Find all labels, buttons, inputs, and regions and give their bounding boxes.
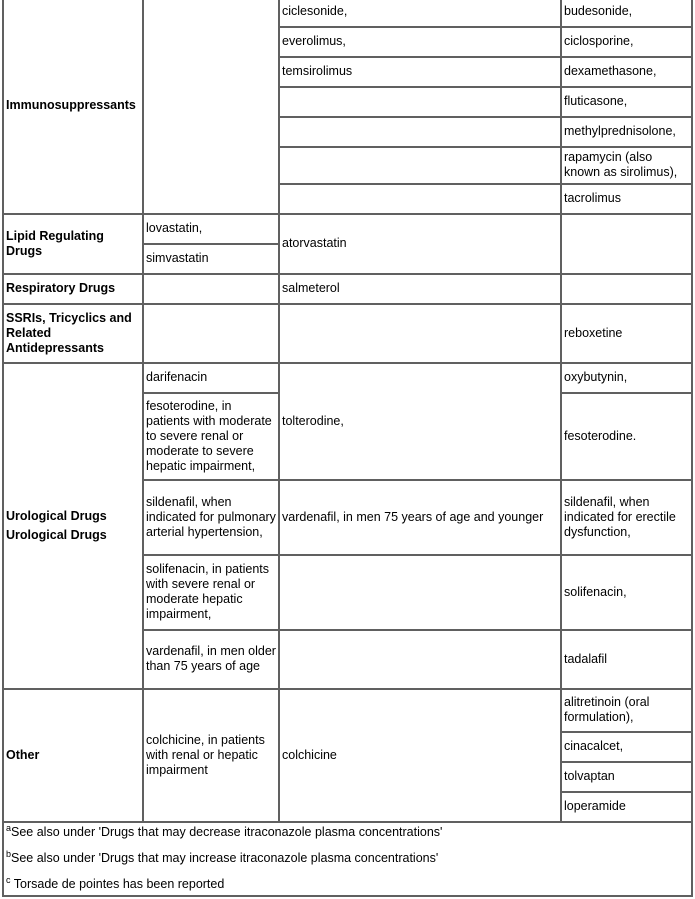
table-cell: fluticasone, <box>562 86 693 116</box>
category-urological-drugs-line: Urological Drugs <box>6 508 107 523</box>
table-cell: temsirolimus <box>280 56 562 86</box>
footnote-mark: b <box>6 849 12 859</box>
footnote-mark: a <box>6 823 12 833</box>
table-cell: colchicine <box>280 688 562 821</box>
table-cell-empty <box>144 0 280 213</box>
category-other: Other <box>4 688 144 821</box>
table-row <box>4 273 693 303</box>
table-cell: colchicine, in patients with renal or hepatic impairment <box>144 688 280 821</box>
table-cell: cinacalcet, <box>562 731 693 761</box>
table-cell: alitretinoin (oral formulation), <box>562 688 693 731</box>
table-cell: ciclosporine, <box>562 26 693 56</box>
table-cell <box>280 146 562 183</box>
table-cell: tacrolimus <box>562 183 693 213</box>
footnote <box>6 877 689 892</box>
table-cell: sildenafil, when indicated for pulmonary arterial hypertension, <box>144 479 280 554</box>
table-cell: rapamycin (also known as sirolimus), <box>562 146 693 183</box>
table-cell: fesoterodine. <box>562 392 693 479</box>
category-immunosuppressants: Immunosuppressants <box>4 0 144 213</box>
table-cell <box>280 183 562 213</box>
table-cell: tadalafil <box>562 629 693 688</box>
table-cell: budesonide, <box>562 0 693 26</box>
table-cell: atorvastatin <box>280 213 562 273</box>
table-cell: ciclesonide, <box>280 0 562 26</box>
table-cell: solifenacin, in patients with severe renal or moderate hepatic impairment, <box>144 554 280 629</box>
category-lipid-regulating-drugs: Lipid Regulating Drugs <box>4 213 144 273</box>
table-row <box>4 821 693 895</box>
table-cell: tolvaptan <box>562 761 693 791</box>
table-cell: dexamethasone, <box>562 56 693 86</box>
table-cell: solifenacin, <box>562 554 693 629</box>
table-cell <box>144 273 280 303</box>
table-cell: sildenafil, when indicated for erectile dysfunction, <box>562 479 693 554</box>
table-cell: salmeterol <box>280 273 562 303</box>
table-row <box>4 0 693 26</box>
table-row <box>4 362 693 392</box>
table-cell: vardenafil, in men older than 75 years of age <box>144 629 280 688</box>
table-cell <box>280 116 562 146</box>
footnote-text: Torsade de pointes has been reported <box>10 877 225 891</box>
table-cell: everolimus, <box>280 26 562 56</box>
table-cell: lovastatin, <box>144 213 280 243</box>
table-cell: vardenafil, in men 75 years of age and younger <box>280 479 562 554</box>
category-urological-drugs-line: Urological Drugs <box>6 527 107 542</box>
footnotes <box>4 821 693 895</box>
footnote <box>6 825 689 840</box>
table-row <box>4 303 693 362</box>
footnote-mark: c <box>6 875 11 885</box>
category-respiratory-drugs: Respiratory Drugs <box>4 273 144 303</box>
table-cell: oxybutynin, <box>562 362 693 392</box>
table-cell: fesoterodine, in patients with moderate to severe renal or moderate to severe hepatic impairment, <box>144 392 280 479</box>
table-cell <box>562 213 693 273</box>
footnote <box>6 851 689 866</box>
table-cell: darifenacin <box>144 362 280 392</box>
table-cell: tolterodine, <box>280 362 562 479</box>
table-cell: methylprednisolone, <box>562 116 693 146</box>
drug-interactions-table <box>2 0 693 897</box>
table-cell <box>562 273 693 303</box>
category-urological-drugs <box>4 362 144 688</box>
table-cell <box>144 303 280 362</box>
footnote-text: See also under 'Drugs that may increase itraconazole plasma concentrations' <box>11 851 439 865</box>
table-row <box>4 688 693 731</box>
table-cell <box>280 554 562 629</box>
table-cell: loperamide <box>562 791 693 821</box>
table-cell <box>280 629 562 688</box>
table-cell: simvastatin <box>144 243 280 273</box>
category-ssris-tricyclics: SSRIs, Tricyclics and Related Antidepressants <box>4 303 144 362</box>
table-row <box>4 213 693 243</box>
table-cell <box>280 86 562 116</box>
table-cell <box>280 303 562 362</box>
table-cell: reboxetine <box>562 303 693 362</box>
footnote-text: See also under 'Drugs that may decrease itraconazole plasma concentrations' <box>11 825 443 839</box>
